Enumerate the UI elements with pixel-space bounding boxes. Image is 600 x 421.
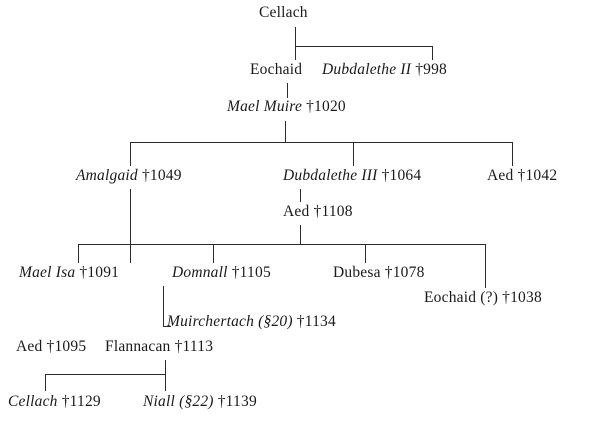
connector-line xyxy=(45,374,46,391)
connector-line xyxy=(165,360,166,374)
connector-line xyxy=(45,374,165,375)
node-date: †1105 xyxy=(231,264,271,281)
node-mael-muire[interactable] xyxy=(227,99,346,115)
connector-line xyxy=(285,121,286,142)
node-date: †1108 xyxy=(313,203,353,220)
node-cellach[interactable] xyxy=(259,5,308,21)
connector-line xyxy=(295,46,432,47)
node-name: Aed xyxy=(487,167,514,184)
node-domnall[interactable] xyxy=(172,265,271,281)
node-aed-1108[interactable] xyxy=(283,204,353,220)
node-amalgaid[interactable] xyxy=(76,168,182,184)
connector-line xyxy=(485,244,486,288)
node-dubdalethe-ii[interactable] xyxy=(322,62,447,78)
node-name: Eochaid (?) xyxy=(424,289,499,306)
node-name: Niall (§22) xyxy=(143,393,214,410)
node-date: †1129 xyxy=(61,393,101,410)
node-name: Domnall xyxy=(172,264,228,281)
node-date: †998 xyxy=(415,61,448,78)
node-date: †1020 xyxy=(306,98,346,115)
node-name: Amalgaid xyxy=(76,167,138,184)
connector-line xyxy=(353,142,354,166)
node-eochaid[interactable] xyxy=(250,62,302,78)
node-name: Dubdalethe III xyxy=(283,167,378,184)
node-name: Mael Isa xyxy=(19,264,76,281)
node-date: †1095 xyxy=(46,338,87,355)
connector-line xyxy=(300,189,301,202)
node-niall[interactable] xyxy=(143,394,257,410)
node-name: Cellach xyxy=(8,393,58,410)
connector-line xyxy=(130,189,131,263)
node-name: Dubdalethe II xyxy=(322,61,412,78)
connector-line xyxy=(295,46,296,60)
node-date: †1139 xyxy=(217,393,257,410)
node-cellach-1129[interactable] xyxy=(8,394,101,410)
connector-line xyxy=(287,83,288,98)
node-name: Mael Muire xyxy=(227,98,303,115)
connector-line xyxy=(300,225,301,244)
node-dubesa[interactable] xyxy=(333,265,425,281)
node-name: Aed xyxy=(16,338,43,355)
connector-line xyxy=(365,244,366,263)
connector-line xyxy=(78,244,485,245)
node-aed-1095[interactable] xyxy=(16,339,86,355)
connector-line xyxy=(512,142,513,166)
node-name: Muirchertach (§20) xyxy=(167,313,293,330)
node-name: Aed xyxy=(283,203,310,220)
node-date: †1078 xyxy=(384,264,425,281)
node-date: †1038 xyxy=(502,289,542,306)
node-flannacan[interactable] xyxy=(105,339,213,355)
node-eochaid-1038[interactable] xyxy=(424,290,542,306)
node-name: Eochaid xyxy=(250,61,303,78)
node-mael-isa[interactable] xyxy=(19,265,119,281)
node-name: Dubesa xyxy=(333,264,381,281)
connector-line xyxy=(432,46,433,60)
node-name: Cellach xyxy=(259,4,308,21)
connector-line xyxy=(213,244,214,263)
node-date: †1113 xyxy=(174,338,214,355)
connector-line xyxy=(163,286,164,326)
connector-line xyxy=(78,244,79,263)
node-date: †1091 xyxy=(79,264,120,281)
connector-line xyxy=(295,27,296,46)
node-aed-1042[interactable] xyxy=(487,168,557,184)
connector-line xyxy=(165,374,166,391)
connector-line xyxy=(130,142,131,166)
node-date: †1042 xyxy=(517,167,558,184)
node-date: †1134 xyxy=(296,313,336,330)
node-date: †1049 xyxy=(141,167,182,184)
node-name: Flannacan xyxy=(105,338,171,355)
node-date: †1064 xyxy=(381,167,422,184)
node-dubdalethe-iii[interactable] xyxy=(283,168,421,184)
connector-line xyxy=(130,142,512,143)
node-muirchertach[interactable] xyxy=(167,314,336,330)
